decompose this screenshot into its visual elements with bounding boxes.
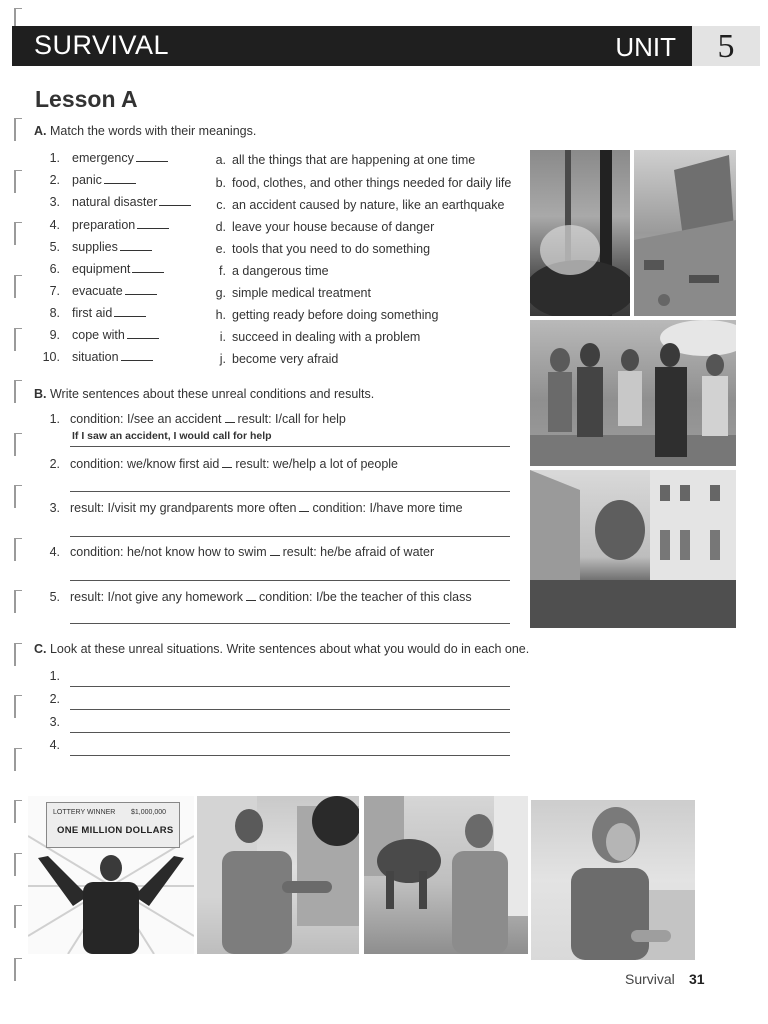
- flooded-street-illustration: [530, 470, 736, 628]
- meaning-item: h. getting ready before doing something: [215, 308, 439, 322]
- man-looking-up-illustration: [197, 796, 359, 954]
- answer-line[interactable]: [70, 755, 510, 756]
- example-answer: If I saw an accident, I would call for help: [72, 430, 272, 442]
- word-item: 6. equipment: [42, 262, 164, 276]
- flood-people-illustration: [530, 320, 736, 466]
- line-number: 1.: [49, 669, 60, 683]
- meaning-item: i. succeed in dealing with a problem: [219, 330, 421, 344]
- word-item: 10. situation: [42, 350, 153, 364]
- unit-header-bar: [12, 26, 692, 66]
- section-a-label: A.: [34, 124, 47, 138]
- sentence-prompt: 3. result: I/visit my grandparents more often condition: I/have more time: [49, 501, 463, 515]
- answer-blank[interactable]: [136, 161, 168, 162]
- answer-line[interactable]: [70, 623, 510, 624]
- answer-line[interactable]: [70, 732, 510, 733]
- meaning-item: g. simple medical treatment: [215, 286, 371, 300]
- meaning-item: d. leave your house because of danger: [215, 220, 435, 234]
- word-item: 8. first aid: [42, 306, 146, 320]
- sentence-prompt: 2. condition: we/know first aid result: we/help a lot of people: [49, 457, 398, 471]
- answer-line[interactable]: [70, 536, 510, 537]
- answer-blank[interactable]: [132, 272, 164, 273]
- answer-blank[interactable]: [114, 316, 146, 317]
- rubble-illustration: [634, 150, 736, 316]
- sentence-prompt: 4. condition: he/not know how to swim result: he/be afraid of water: [49, 545, 435, 559]
- answer-blank[interactable]: [121, 360, 153, 361]
- word-item: 1. emergency: [42, 151, 168, 165]
- answer-blank[interactable]: [125, 294, 157, 295]
- unit-number: 5: [692, 26, 760, 66]
- flood-evacuation-photo: [530, 320, 736, 466]
- answer-line[interactable]: [70, 686, 510, 687]
- answer-line[interactable]: [70, 491, 510, 492]
- section-c-label: C.: [34, 642, 47, 656]
- meaning-item: c. an accident caused by nature, like an earthquake: [216, 198, 505, 212]
- woman-with-phone-illustration: [531, 800, 695, 960]
- word-item: 4. preparation: [42, 218, 169, 232]
- word-item: 5. supplies: [42, 240, 152, 254]
- earthquake-rubble-photo: [634, 150, 736, 316]
- meaning-item: e. tools that you need to do something: [215, 242, 431, 256]
- meaning-item: j. become very afraid: [219, 352, 339, 366]
- answer-blank[interactable]: [137, 228, 169, 229]
- section-a-instruction: A. Match the words with their meanings.: [34, 124, 257, 138]
- word-item: 2. panic: [42, 173, 136, 187]
- lottery-sign-amount: $1,000,000: [131, 809, 167, 816]
- line-number: 4.: [49, 738, 60, 752]
- word-item: 7. evacuate: [42, 284, 157, 298]
- lottery-winner-photo: [28, 796, 194, 954]
- answer-blank[interactable]: [120, 250, 152, 251]
- section-b-instruction: B. Write sentences about these unreal conditions and results.: [34, 387, 375, 401]
- meaning-item: b. food, clothes, and other things needed for daily life: [215, 176, 512, 190]
- line-number: 2.: [49, 692, 60, 706]
- unit-label: UNIT: [615, 32, 676, 62]
- word-item: 3. natural disaster: [42, 195, 191, 209]
- footer-section-name: Survival: [625, 971, 675, 987]
- word-item: 9. cope with: [42, 328, 159, 342]
- sentence-prompt: 1. condition: I/see an accident result: I/call for help: [49, 412, 346, 426]
- flooded-street-photo: [530, 470, 736, 628]
- elephant-street-illustration: [364, 796, 528, 954]
- man-looking-up-photo: [197, 796, 359, 954]
- wildfire-photo: [530, 150, 630, 316]
- section-b-label: B.: [34, 387, 47, 401]
- line-number: 3.: [49, 715, 60, 729]
- answer-blank[interactable]: [104, 183, 136, 184]
- answer-line[interactable]: [70, 709, 510, 710]
- unit-title: SURVIVAL: [34, 30, 170, 60]
- answer-line[interactable]: [70, 446, 510, 447]
- section-c-instruction: C. Look at these unreal situations. Write sentences about what you would do in each one.: [34, 642, 530, 656]
- woman-with-elephant-photo: [364, 796, 528, 954]
- page-number: 31: [689, 971, 705, 987]
- lesson-title: Lesson A: [35, 86, 138, 112]
- lottery-sign-text: ONE MILLION DOLLARS: [57, 825, 174, 836]
- woman-with-phone-photo: [531, 800, 695, 960]
- lottery-sign-label: LOTTERY WINNER: [53, 809, 116, 816]
- answer-blank[interactable]: [159, 205, 191, 206]
- lottery-sign: [46, 802, 180, 848]
- meaning-item: a. all the things that are happening at one time: [215, 153, 476, 167]
- answer-blank[interactable]: [127, 338, 159, 339]
- meaning-item: f. a dangerous time: [219, 264, 329, 278]
- answer-line[interactable]: [70, 580, 510, 581]
- wildfire-illustration: [530, 150, 630, 316]
- sentence-prompt: 5. result: I/not give any homework condition: I/be the teacher of this class: [49, 590, 472, 604]
